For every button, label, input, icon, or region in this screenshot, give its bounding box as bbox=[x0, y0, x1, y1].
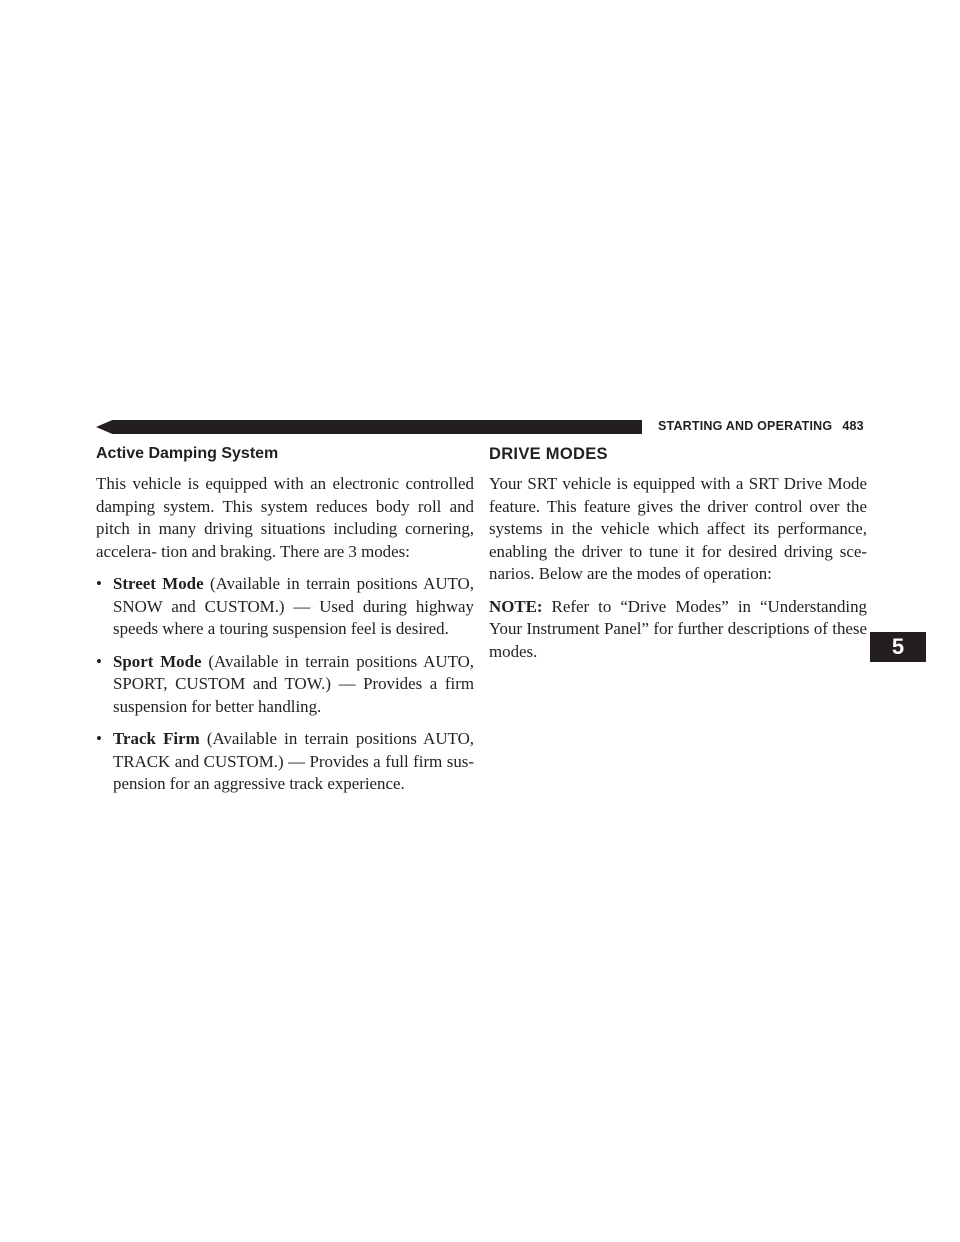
right-column bbox=[489, 444, 867, 673]
left-column bbox=[96, 444, 474, 806]
list-item bbox=[96, 651, 474, 719]
list-item bbox=[96, 728, 474, 796]
mode-description: (Available in terrain positions AUTO, SNOW and CUSTOM.) — Used during highway speeds where a touring suspension feel is desired. bbox=[113, 574, 474, 638]
note-paragraph bbox=[489, 596, 867, 664]
bullet-icon: • bbox=[96, 651, 102, 671]
note-text: Refer to “Drive Modes” in “Understanding Your Instrument Panel” for further descriptions of these modes. bbox=[489, 596, 867, 661]
page-number: 483 bbox=[842, 419, 864, 433]
mode-description: (Available in terrain positions AUTO, SPORT, CUSTOM and TOW.) — Provides a firm suspension for better handling. bbox=[113, 651, 474, 716]
bullet-icon: • bbox=[96, 729, 102, 748]
section-title: STARTING AND OPERATING bbox=[658, 419, 833, 433]
mode-description: (Available in terrain positions AUTO, TRACK and CUSTOM.) — Provides a full firm sus- pension for an aggressive track experience. bbox=[113, 729, 474, 793]
mode-name: Track Firm bbox=[113, 729, 200, 748]
active-damping-heading: Active Damping System bbox=[96, 445, 279, 462]
mode-name: Street Mode bbox=[113, 574, 204, 593]
note-label: NOTE: bbox=[489, 596, 543, 616]
damping-mode-list bbox=[96, 573, 474, 796]
drive-modes-heading: DRIVE MODES bbox=[489, 445, 608, 463]
chapter-tab: 5 bbox=[870, 632, 926, 662]
mode-name: Sport Mode bbox=[113, 651, 202, 671]
running-header bbox=[658, 419, 868, 433]
list-item bbox=[96, 573, 474, 641]
bullet-icon: • bbox=[96, 574, 102, 593]
drive-modes-intro: Your SRT vehicle is equipped with a SRT Drive Mode feature. This feature gives the driver control over the systems in the vehicle which affect its performance, enabling the driver to tune it for desired driving sce- narios. Below are the modes of operation: bbox=[489, 474, 867, 583]
active-damping-intro: This vehicle is equipped with an electronic controlled damping system. This system reduces body roll and pitch in many driving situations including cornering, accelera- tion and braking. There are 3 modes: bbox=[96, 474, 474, 561]
header-rule bbox=[96, 420, 642, 434]
